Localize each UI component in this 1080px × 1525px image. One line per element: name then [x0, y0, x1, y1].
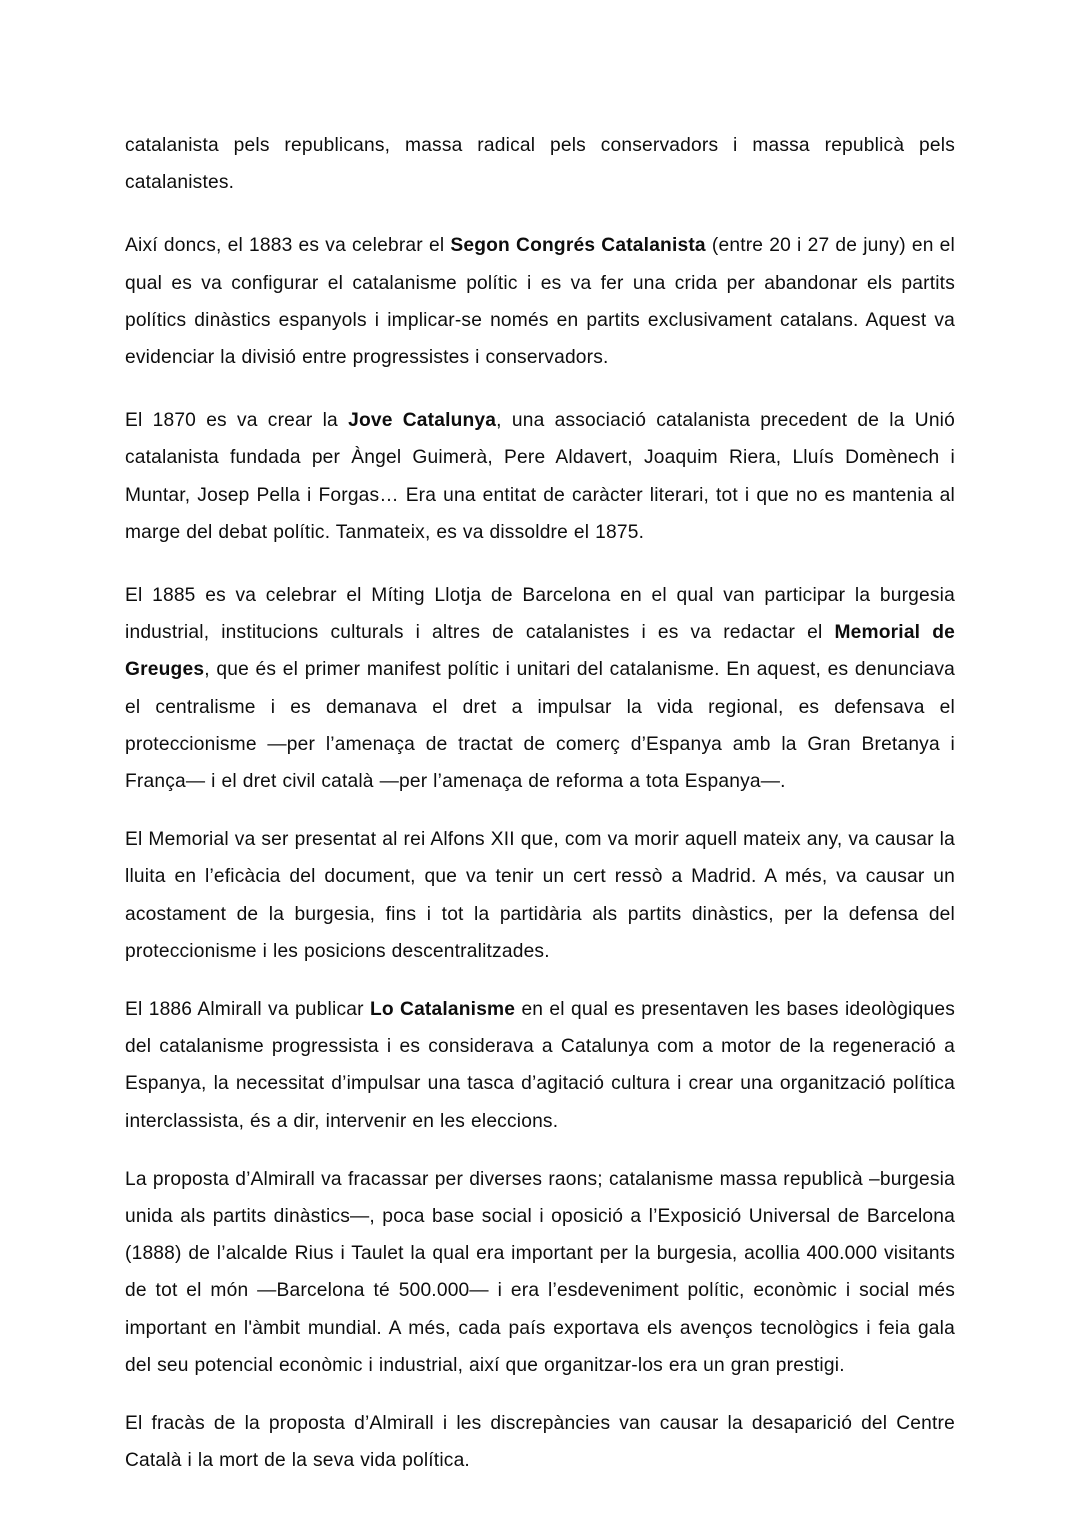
paragraph-p5: [125, 821, 955, 970]
emphasis-text: Segon Congrés Catalanista: [450, 235, 706, 257]
body-text: , una associació catalanista precedent de la Unió catalanista fundada per Àngel Guimerà, Pere Aldavert, Joaquim Riera, Lluís Domènech i Muntar, Josep Pella i Forgas… Era una entitat de caràcter literari, tot i que no es mantenia al marge del debat polític. Tanmateix, es va dissoldre el 1875.: [125, 410, 956, 543]
body-text: El 1886 Almirall va publicar: [125, 999, 370, 1021]
body-text: El 1885 es va celebrar el Míting Llotja de Barcelona en el qual van participar la burgesia industrial, institucions culturals i altres de catalanistes i es va redactar el: [125, 585, 955, 644]
body-text: , que és el primer manifest polític i unitari del catalanisme. En aquest, es denunciava el centralisme i es demanava el dret a impulsar la vida regional, es defensava el proteccionisme —per l’amenaça de tractat de comerç d’Espanya amb la Gran Bretanya i França— i el dret civil català —per l’amenaça de reforma a tota Espanya—.: [125, 659, 955, 793]
paragraph-p4: [125, 577, 955, 800]
body-text: La proposta d’Almirall va fracassar per diverses raons; catalanisme massa republicà –burgesia unida als partits dinàstics—, poca base social i oposició a l’Exposició Universal de Barcelona (1888) de l’alcalde Rius i Taulet la qual era important per la burgesia, acollia 400.000 visitants de tot el món —Barcelona té 500.000— i era l’esdeveniment polític, econòmic i social més important en l'àmbit mundial. A més, cada país exportava els avenços tecnològics i feia gala del seu potencial econòmic i industrial, així que organitzar-los era un gran prestigi.: [125, 1168, 955, 1376]
paragraph-p1: [125, 127, 955, 201]
paragraph-p2: [125, 227, 955, 376]
body-text: El fracàs de la proposta d’Almirall i les discrepàncies van causar la desaparició del Centre Català i la mort de la seva vida política.: [125, 1413, 955, 1472]
paragraph-p3: [125, 402, 955, 551]
document-text-body: [125, 127, 955, 1480]
emphasis-text: Jove Catalunya: [348, 410, 497, 432]
paragraph-p8: [125, 1405, 955, 1479]
paragraph-p6: [125, 991, 955, 1140]
body-text: Així doncs, el 1883 es va celebrar el: [125, 235, 451, 257]
paragraph-p7: [125, 1161, 955, 1384]
body-text: El Memorial va ser presentat al rei Alfons XII que, com va morir aquell mateix any, va causar la lluita en l’eficàcia del document, que va tenir un cert ressò a Madrid. A més, va causar un acostament de la burgesia, fins i tot la partidària als partits dinàstics, per la defensa del proteccionisme i les posicions descentralitzades.: [125, 829, 955, 962]
body-text: (entre 20 i 27 de juny) en el qual es va configurar el catalanisme polític i es va fer una crida per abandonar els partits polítics dinàstics espanyols i implicar-se només en partits exclusivament catalans. Aquest va evidenciar la divisió entre progressistes i conservadors.: [125, 235, 955, 369]
body-text: en el qual es presentaven les bases ideològiques del catalanisme progressista i es considerava a Catalunya com a motor de la regeneració a Espanya, la necessitat d’impulsar una tasca d’agitació cultura i crear una organització política interclassista, és a dir, intervenir en les eleccions.: [125, 999, 956, 1132]
body-text: El 1870 es va crear la: [125, 410, 349, 432]
emphasis-text: Lo Catalanisme: [369, 999, 516, 1021]
emphasis-text: Memorial de Greuges: [125, 622, 955, 681]
body-text: catalanista pels republicans, massa radical pels conservadors i massa republicà pels catalanistes.: [125, 135, 955, 194]
